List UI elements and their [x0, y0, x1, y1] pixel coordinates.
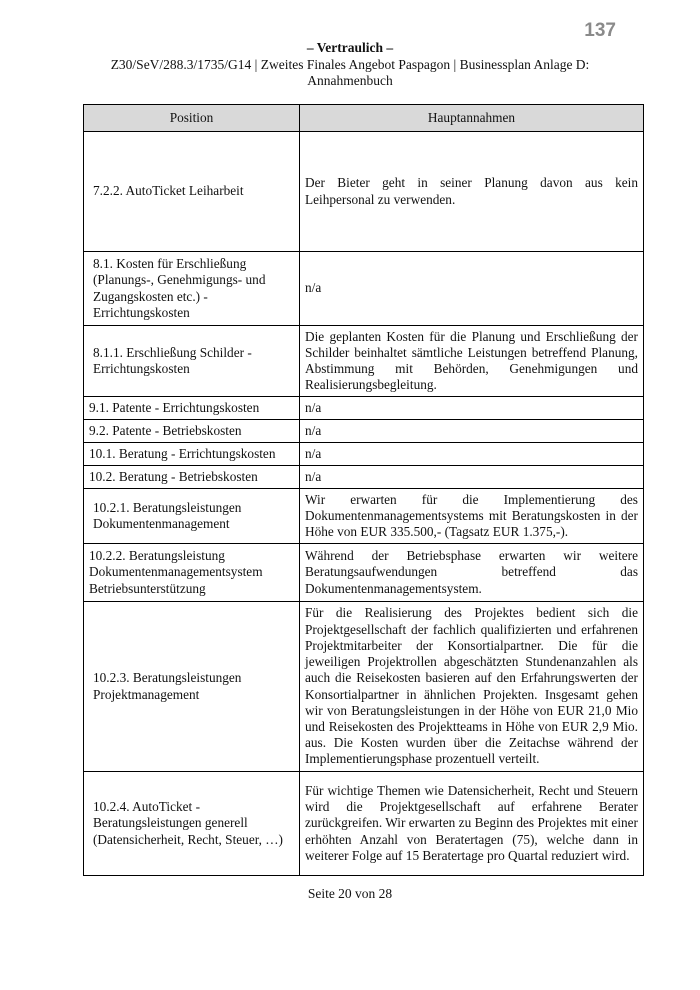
column-header-position: Position: [84, 105, 300, 132]
assumption-cell: n/a: [300, 397, 644, 420]
page-number: 137: [584, 20, 616, 41]
assumption-cell: Für wichtige Themen wie Datensicherheit, Recht und Steuern wird die Projektgesellschaft auf erfahrene Berater zurückgreifen. Wir erwarten zu Beginn des Projektes mit einer erhöhten Anzahl von Beratertagen (75), welche dann in weiterer Folge auf 15 Beratertage pro Quartal reduziert wird.: [300, 772, 644, 876]
position-cell: 9.1. Patente - Errichtungskosten: [84, 397, 300, 420]
table-row: [84, 489, 644, 544]
table-row: [84, 544, 644, 602]
document-reference: Z30/SeV/288.3/1735/G14 | Zweites Finales Angebot Paspagon | Businessplan Anlage D: Annahmenbuch: [110, 57, 590, 88]
position-cell: 7.2.2. AutoTicket Leiharbeit: [84, 132, 300, 252]
table-row: [84, 326, 644, 397]
document-header: [60, 40, 640, 89]
position-cell: 10.2.3. Beratungsleistungen Projektmanagement: [84, 602, 300, 772]
assumption-cell: Wir erwarten für die Implementierung des Dokumentenmanagementsystems mit Beratungskosten in der Höhe von EUR 335.500,- (Tagsatz EUR 1.375,-).: [300, 489, 644, 544]
assumption-cell: Der Bieter geht in seiner Planung davon aus kein Leihpersonal zu verwenden.: [300, 132, 644, 252]
assumption-cell: n/a: [300, 466, 644, 489]
table-row: [84, 252, 644, 326]
table-header-row: [84, 105, 644, 132]
table-row: [84, 772, 644, 876]
position-cell: 8.1. Kosten für Erschließung (Planungs-, Genehmigungs- und Zugangskosten etc.) - Errichtungskosten: [84, 252, 300, 326]
position-cell: 10.2.4. AutoTicket - Beratungsleistungen generell (Datensicherheit, Recht, Steuer, …): [84, 772, 300, 876]
table-row: [84, 466, 644, 489]
assumption-cell: n/a: [300, 252, 644, 326]
table-row: [84, 602, 644, 772]
assumption-cell: Für die Realisierung des Projektes bedient sich die Projektgesellschaft der fachlich qualifizierten und erfahrenen Projektmitarbeiter der Konsortialpartner. Die für die jeweiligen Projektrollen abgeschätzten Stundenanzahlen als auch die Reisekosten basieren auf den Erfahrungswerten der Konsortialpartner in ähnlichen Projekten. Insgesamt gehen wir von Beratungsleistungen in der Höhe von EUR 21,0 Mio und Reisekosten des Projektteams in Höhe von EUR 2,9 Mio. aus. Die Kosten wurden über die Zeitachse während der Implementierungsphase prozentuell verteilt.: [300, 602, 644, 772]
page-footer: Seite 20 von 28: [307, 886, 393, 901]
position-cell: 10.2.2. Beratungsleistung Dokumentenmanagementsystem Betriebsunterstützung: [84, 544, 300, 602]
position-cell: 8.1.1. Erschließung Schilder - Errichtungskosten: [84, 326, 300, 397]
position-cell: 10.2.1. Beratungsleistungen Dokumentenmanagement: [84, 489, 300, 544]
assumption-cell: n/a: [300, 443, 644, 466]
column-header-assumptions: Hauptannahmen: [300, 105, 644, 132]
table-row: [84, 397, 644, 420]
assumption-cell: Während der Betriebsphase erwarten wir weitere Beratungsaufwendungen betreffend das Dokumentenmanagementsystem.: [300, 544, 644, 602]
assumption-cell: n/a: [300, 420, 644, 443]
table-row: [84, 132, 644, 252]
position-cell: 9.2. Patente - Betriebskosten: [84, 420, 300, 443]
confidential-label: – Vertraulich –: [306, 40, 394, 55]
table-row: [84, 443, 644, 466]
assumption-cell: Die geplanten Kosten für die Planung und Erschließung der Schilder beinhaltet sämtliche Leistungen betreffend Planung, Abstimmung mit Behörden, Genehmigungen und Realisierungsbegleitung.: [300, 326, 644, 397]
position-cell: 10.1. Beratung - Errichtungskosten: [84, 443, 300, 466]
table-row: [84, 420, 644, 443]
position-cell: 10.2. Beratung - Betriebskosten: [84, 466, 300, 489]
assumptions-table: [83, 104, 644, 876]
